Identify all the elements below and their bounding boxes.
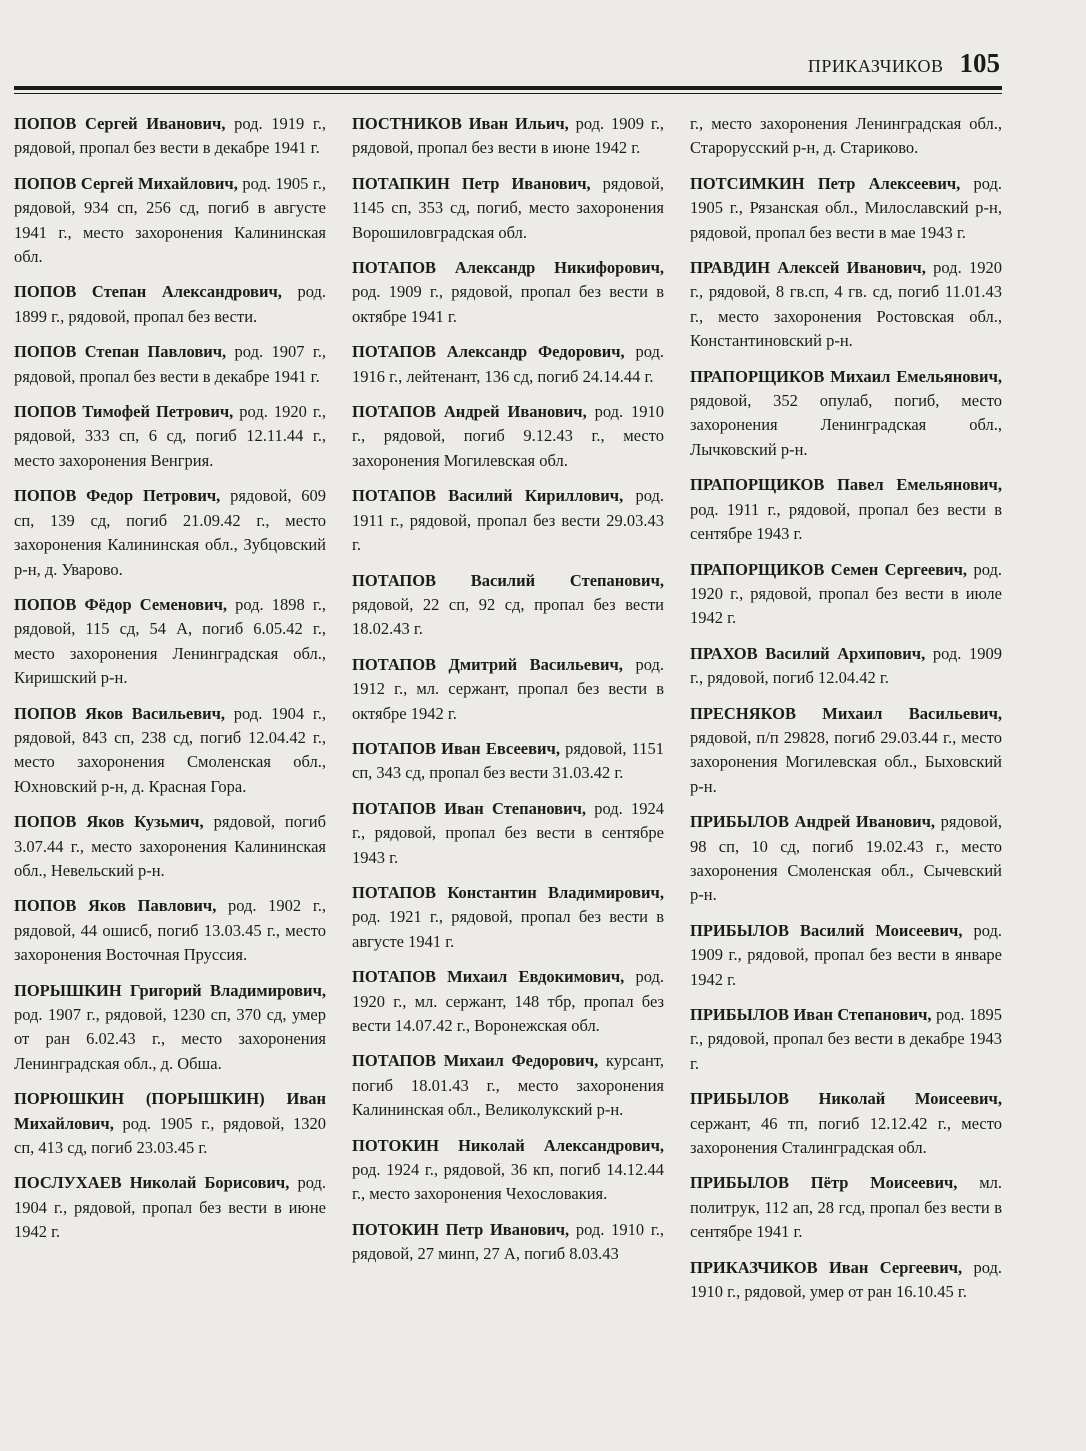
entry-details: род. 1924 г., рядовой, пропал без вести в сентябре 1943 г.: [352, 798, 664, 867]
entry-name: ПОПОВ Тимофей Петрович,: [14, 402, 234, 422]
entry-details: рядовой, 609 сп, 139 сд, погиб 21.09.42 г., место захоронения Калининская обл., Зубцовский р-н, д. Уварово.: [14, 486, 326, 579]
entry-details: курсант, погиб 18.01.43 г., место захоронения Калининская обл., Великолукский р-н.: [352, 1051, 664, 1120]
entry-details: род. 1904 г., рядовой, пропал без вести в июне 1942 г.: [14, 1173, 327, 1242]
entry-details: род. 1920 г., мл. сержант, 148 тбр, пропал без вести 14.07.42 г., Воронежская обл.: [352, 967, 664, 1035]
entry-name: ПРИБЫЛОВ Василий Моисеевич,: [690, 920, 963, 940]
entry: [690, 172, 1002, 245]
entry: [690, 642, 1002, 691]
entry-details: род. 1921 г., рядовой, пропал без вести в августе 1941 г.: [352, 907, 664, 951]
entry-details: род. 1919 г., рядовой, пропал без вести в декабре 1941 г.: [14, 114, 326, 158]
entry-name: ПОТОКИН Петр Иванович,: [352, 1219, 570, 1239]
entry-details: род. 1909 г., рядовой, пропал без вести в октябре 1941 г.: [352, 282, 664, 326]
entry-details: род. 1902 г., рядовой, 44 ошисб, погиб 13.03.45 г., место захоронения Восточная Пруссия.: [14, 896, 326, 965]
entry: [690, 1171, 1002, 1244]
entry-name: ПОТАПОВ Андрей Иванович,: [352, 402, 587, 422]
entry: [690, 365, 1002, 463]
entry-name: ПРИБЫЛОВ Пётр Моисеевич,: [690, 1173, 958, 1193]
entry: [352, 484, 664, 557]
entry-details: рядовой, 98 сп, 10 сд, погиб 19.02.43 г., место захоронения Смоленская обл., Сычевский р-н.: [690, 812, 1002, 905]
entry-details: род. 1920 г., рядовой, 8 гв.сп, 4 гв. сд, погиб 11.01.43 г., место захоронения Ростовская обл., Константиновский р-н.: [690, 258, 1002, 351]
entry: [690, 810, 1002, 908]
entry: [690, 473, 1002, 546]
entry-name: ПОПОВ Сергей Михайлович,: [14, 173, 238, 193]
entry-name: ПОТАПОВ Василий Кириллович,: [352, 486, 624, 506]
entry-name: ПОПОВ Яков Васильевич,: [14, 703, 226, 723]
entry-name: ПОТАПОВ Константин Владимирович,: [352, 882, 664, 902]
entry-details: род. 1905 г., рядовой, 934 сп, 256 сд, погиб в августе 1941 г., место захоронения Калининская обл.: [14, 173, 326, 267]
header-rule-thin: [14, 93, 1002, 94]
entry: [690, 112, 1002, 161]
entry: [352, 1218, 664, 1267]
entry: [690, 1003, 1002, 1076]
entry-details: мл. политрук, 112 ап, 28 гсд, пропал без вести в сентябре 1941 г.: [690, 1173, 1002, 1242]
entry: [352, 256, 664, 329]
entry-details: род. 1910 г., рядовой, 27 минп, 27 А, погиб 8.03.43: [352, 1219, 664, 1264]
entry-details: род. 1895 г., рядовой, пропал без вести в декабре 1943 г.: [690, 1005, 1002, 1073]
entry-details: род. 1907 г., рядовой, пропал без вести в декабре 1941 г.: [14, 342, 326, 386]
entry-details: род. 1899 г., рядовой, пропал без вести.: [14, 282, 326, 326]
entry-details: род. 1909 г., рядовой, пропал без вести в январе 1942 г.: [690, 920, 1003, 989]
header-rule: [14, 86, 1002, 90]
entry: [14, 810, 326, 883]
entry: [352, 1049, 664, 1122]
entry-details: род. 1905 г., рядовой, 1320 сп, 413 сд, погиб 23.03.45 г.: [14, 1113, 326, 1158]
entry-name: ПОПОВ Степан Александрович,: [14, 282, 282, 302]
entry: [690, 558, 1002, 631]
entry: [14, 593, 326, 691]
entry-details: род. 1911 г., рядовой, пропал без вести 29.03.43 г.: [352, 486, 664, 555]
entry: [352, 653, 664, 726]
entry-name: ПРИБЫЛОВ Андрей Иванович,: [690, 812, 936, 832]
entry-details: рядовой, 352 опулаб, погиб, место захоронения Ленинградская обл., Лычковский р-н.: [690, 391, 1002, 459]
entry-details: род. 1898 г., рядовой, 115 сд, 54 А, погиб 6.05.42 г., место захоронения Ленинградская обл., Киришский р-н.: [14, 594, 327, 688]
entry-name: ПРИБЫЛОВ Николай Моисеевич,: [690, 1089, 1002, 1109]
entry-details: род. 1909 г., рядовой, пропал без вести в июне 1942 г.: [352, 114, 665, 158]
entry: [690, 256, 1002, 354]
column-2: [352, 112, 664, 1315]
entry-details: род. 1911 г., рядовой, пропал без вести в сентябре 1943 г.: [690, 499, 1002, 544]
entry: [14, 979, 326, 1077]
entry-name: ПРИКАЗЧИКОВ Иван Сергеевич,: [690, 1257, 963, 1277]
entry-details: рядовой, п/п 29828, погиб 29.03.44 г., место захоронения Могилевская обл., Быховский р-н.: [690, 727, 1002, 796]
entry: [352, 340, 664, 389]
entry-name: ПОРЫШКИН Григорий Владимирович,: [14, 980, 326, 1000]
entry: [14, 112, 326, 161]
entry-name: ПОТАПОВ Василий Степанович,: [352, 570, 664, 590]
entry-name: ПРАПОРЩИКОВ Михаил Емельянович,: [690, 366, 1002, 386]
entry-name: ПОТОКИН Николай Александрович,: [352, 1135, 664, 1155]
entry-details: род. 1916 г., лейтенант, 136 сд, погиб 24.14.44 г.: [352, 342, 664, 386]
entry: [352, 797, 664, 870]
entry: [14, 1171, 326, 1244]
entry-details: род. 1924 г., рядовой, 36 кп, погиб 14.12.44 г., место захоронения Чехословакия.: [352, 1160, 664, 1204]
entry: [690, 1256, 1002, 1305]
entry: [14, 894, 326, 967]
entry-name: ПРАПОРЩИКОВ Семен Сергеевич,: [690, 559, 968, 579]
entry: [352, 172, 664, 245]
entry-details: род. 1920 г., рядовой, 333 сп, 6 сд, погиб 12.11.44 г., место захоронения Венгрия.: [14, 402, 326, 470]
entry-name: ПРАХОВ Василий Архипович,: [690, 643, 926, 663]
entry-details: сержант, 46 тп, погиб 12.12.42 г., место захоронения Сталинградская обл.: [690, 1113, 1002, 1158]
entry: [352, 569, 664, 642]
entry-name: ПРИБЫЛОВ Иван Степанович,: [690, 1005, 932, 1024]
entry-name: ПОТАПОВ Дмитрий Васильевич,: [352, 654, 623, 674]
running-head: ПРИКАЗЧИКОВ: [807, 56, 944, 76]
entry-name: ПОПОВ Яков Кузьмич,: [14, 812, 204, 832]
entry-name: ПОТСИМКИН Петр Алексеевич,: [690, 173, 961, 193]
entry: [14, 340, 326, 389]
page-number: 105: [959, 48, 1000, 78]
page-header: [808, 48, 1000, 79]
entry-name: ПОТАПОВ Михаил Федорович,: [352, 1051, 599, 1071]
entry-name: ПОТАПОВ Иван Евсеевич,: [352, 738, 560, 758]
entry: [352, 400, 664, 473]
entry: [352, 1134, 664, 1207]
entry: [690, 1087, 1002, 1160]
entry-details: рядовой, 22 сп, 92 сд, пропал без вести 18.02.43 г.: [352, 594, 664, 639]
entry-name: ПОПОВ Яков Павлович,: [14, 896, 217, 916]
entry-details: рядовой, 1151 сп, 343 сд, пропал без вести 31.03.42 г.: [352, 738, 664, 783]
entry-details: род. 1910 г., рядовой, погиб 9.12.43 г., место захоронения Могилевская обл.: [352, 402, 665, 470]
column-3: [690, 112, 1002, 1315]
entry-name: ПОТАПОВ Александр Федорович,: [352, 342, 625, 362]
entry-details: род. 1920 г., рядовой, пропал без вести в июле 1942 г.: [690, 559, 1002, 628]
entry: [690, 702, 1002, 800]
entry-name: ПОТАПОВ Михаил Евдокимович,: [352, 967, 625, 987]
entry-details: род. 1909 г., рядовой, погиб 12.04.42 г.: [690, 643, 1002, 688]
entry-name: ПОТАПОВ Иван Степанович,: [352, 798, 587, 818]
entry-name: ПРАПОРЩИКОВ Павел Емельянович,: [690, 475, 1002, 495]
entry-name: ПОРЮШКИН (ПОРЫШКИН) Иван Михайлович,: [14, 1089, 326, 1133]
entry: [352, 112, 664, 161]
entry-name: ПОПОВ Федор Петрович,: [14, 486, 221, 506]
entry-details: род. 1910 г., рядовой, умер от ран 16.10.45 г.: [690, 1257, 1002, 1302]
entry-name: ПОТАПОВ Александр Никифорович,: [352, 258, 664, 278]
entry: [352, 881, 664, 954]
entry-name: ПОСЛУХАЕВ Николай Борисович,: [14, 1173, 290, 1193]
entry-details: род. 1904 г., рядовой, 843 сп, 238 сд, погиб 12.04.42 г., место захоронения Смоленская обл., Юхновский р-н, д. Красная Гора.: [14, 703, 326, 796]
entry-details: рядовой, погиб 3.07.44 г., место захоронения Калининская обл., Невельский р-н.: [14, 812, 326, 880]
entry-details: род. 1912 г., мл. сержант, пропал без вести в октябре 1942 г.: [352, 654, 664, 723]
entry: [14, 172, 326, 270]
entry-name: ПОСТНИКОВ Иван Ильич,: [352, 114, 569, 133]
entry-name: ПОПОВ Сергей Иванович,: [14, 114, 226, 133]
entry: [14, 400, 326, 473]
entry: [14, 702, 326, 800]
entry: [352, 737, 664, 786]
entry: [14, 484, 326, 582]
entry: [14, 1087, 326, 1160]
entry-name: ПОПОВ Фёдор Семенович,: [14, 594, 228, 614]
entry-name: ПРАВДИН Алексей Иванович,: [690, 258, 926, 278]
entry-details: род. 1907 г., рядовой, 1230 сп, 370 сд, умер от ран 6.02.43 г., место захоронения Ленинградская обл., д. Обша.: [14, 1005, 326, 1073]
entry-details: род. 1905 г., Рязанская обл., Милославский р-н, рядовой, пропал без вести в мае 1943 г.: [690, 173, 1002, 242]
entry-details: рядовой, 1145 сп, 353 сд, погиб, место захоронения Ворошиловградская обл.: [352, 173, 664, 242]
entry-name: ПОПОВ Степан Павлович,: [14, 342, 227, 362]
entry-name: ПРЕСНЯКОВ Михаил Васильевич,: [690, 703, 1002, 723]
entry: [352, 965, 664, 1038]
text-columns: [14, 112, 1002, 1315]
entry-details: г., место захоронения Ленинградская обл., Старорусский р-н, д. Стариково.: [690, 114, 1002, 158]
column-1: [14, 112, 326, 1315]
entry-name: ПОТАПКИН Петр Иванович,: [352, 173, 591, 193]
entry: [690, 919, 1002, 992]
entry: [14, 280, 326, 329]
